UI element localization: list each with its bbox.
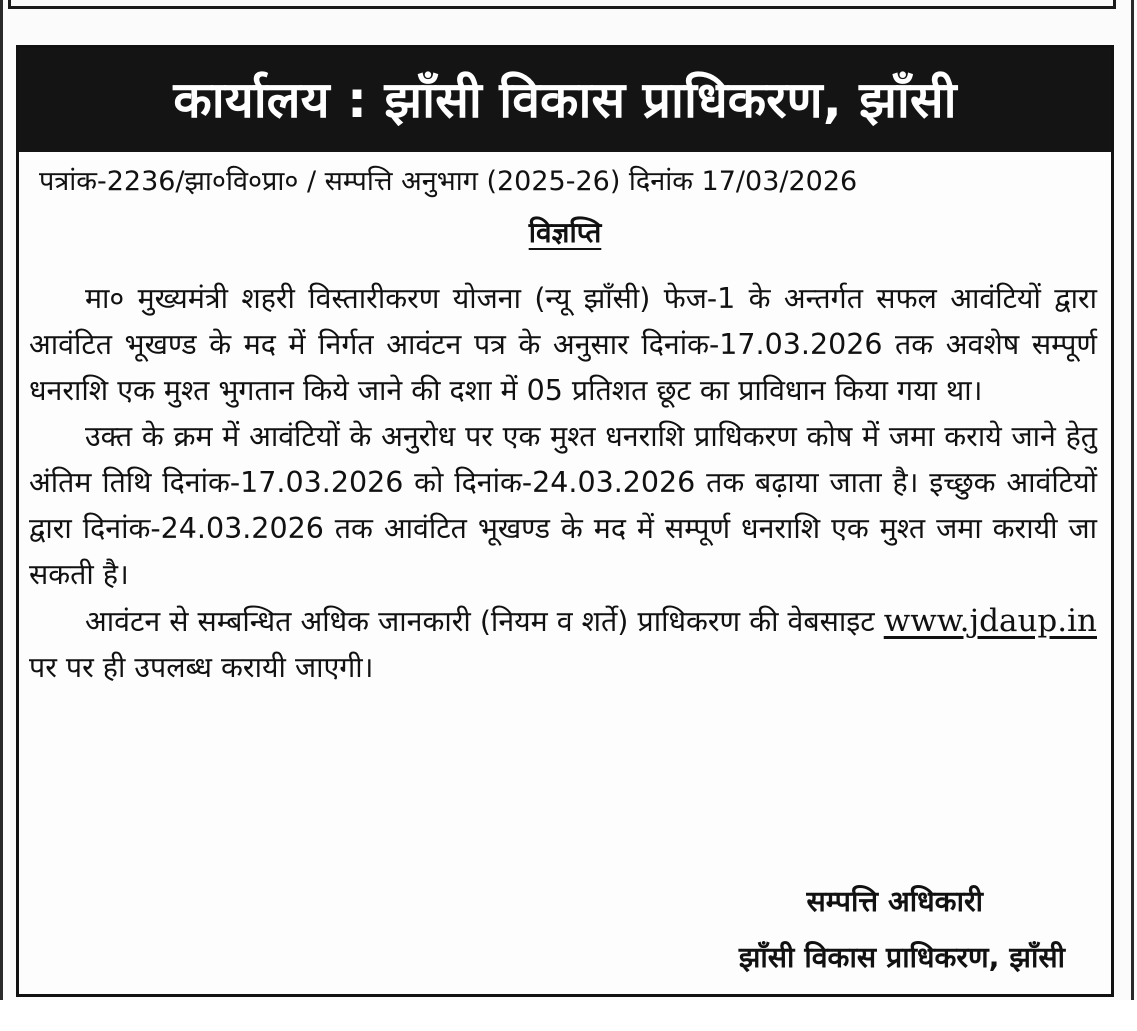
signatory-organization: झाँसी विकास प्राधिकरण, झाँसी	[738, 941, 1065, 974]
signatory-designation: सम्पत्ति अधिकारी	[806, 885, 983, 918]
notice-body	[29, 276, 1097, 691]
office-header: कार्यालय : झाँसी विकास प्राधिकरण, झाँसी	[19, 48, 1111, 152]
reference-number: पत्रांक-2236/झा०वि०प्रा० / सम्पत्ति अनुभाग (2025-26) दिनांक 17/03/2026	[39, 166, 858, 197]
website-link[interactable]: www.jdaup.in	[883, 603, 1097, 639]
page-bottom-margin	[0, 1000, 1137, 1031]
paragraph-3-start: आवंटन से सम्बन्धित अधिक जानकारी (नियम व शर्ते) प्राधिकरण की वेबसाइट	[85, 605, 884, 638]
notice-title-text: विज्ञप्ति	[528, 216, 602, 249]
paragraph-2: उक्त के क्रम में आवंटियों के अनुरोध पर एक मुश्त धनराशि प्राधिकरण कोष में जमा कराये जाने हेतु अंतिम तिथि दिनांक-17.03.2026 को दिनांक-24.03.2026 तक बढ़ाया जाता है। इच्छुक आवंटियों द्वारा दिनांक-24.03.2026 तक आवंटित भूखण्ड के मद में सम्पूर्ण धनराशि एक मुश्त जमा करायी जा सकती है।	[29, 420, 1097, 591]
paragraph-1: मा० मुख्यमंत्री शहरी विस्तारीकरण योजना (न्यू झाँसी) फेज-1 के अन्तर्गत सफल आवंटियों द्वारा आवंटित भूखण्ड के मद में निर्गत आवंटन पत्र के अनुसार दिनांक-17.03.2026 तक अवशेष सम्पूर्ण धनराशि एक मुश्त भुगतान किये जाने की दशा में 05 प्रतिशत छूट का प्राविधान किया गया था।	[29, 282, 1097, 407]
notice-title	[19, 214, 1111, 252]
column-rule-right	[1131, 0, 1134, 1000]
paragraph-3	[29, 598, 1097, 691]
column-rule-left	[0, 0, 3, 1000]
signature-block	[739, 874, 1065, 986]
paragraph-3-end: पर पर ही उपलब्ध करायी जाएगी।	[29, 651, 374, 684]
public-notice	[16, 45, 1114, 997]
adjacent-ad-border	[8, 0, 1116, 9]
